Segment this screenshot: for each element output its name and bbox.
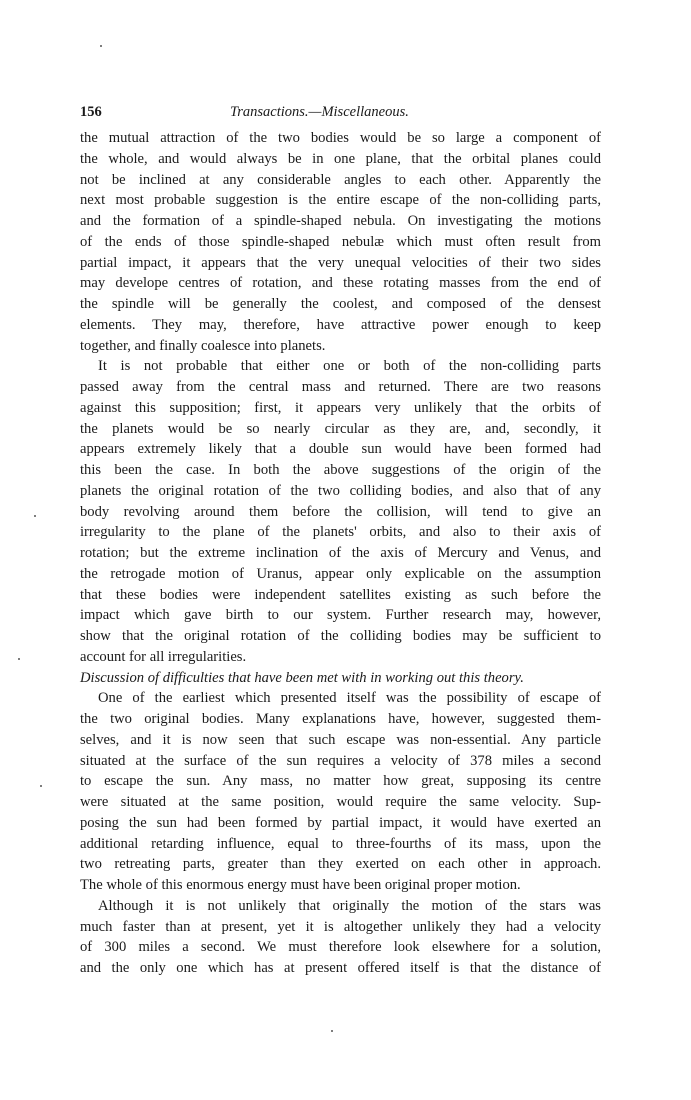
text-line: to escape the sun. Any mass, no matter how great, supposing its centre	[80, 773, 601, 790]
text-line: rotation; but the extreme inclination of the axis of Mercury and Venus, and	[80, 545, 601, 561]
text-line: the two original bodies. Many explanations have, however, suggested them-	[80, 711, 601, 727]
text-line: the retrogade motion of Uranus, appear only explicable on the assumption	[80, 565, 601, 582]
text-line: the spindle will be generally the coolest, and composed of the densest	[80, 296, 601, 312]
scan-speck	[34, 515, 36, 517]
text-line: One of the earliest which presented itself was the possibility of escape of	[98, 690, 601, 707]
text-line: of 300 miles a second. We must therefore look elsewhere for a solution,	[80, 939, 601, 956]
text-line: planets the original rotation of the two colliding bodies, and also that of any	[80, 482, 601, 499]
text-line: situated at the surface of the sun requires a velocity of 378 miles a second	[80, 752, 601, 769]
text-line: additional retarding influence, equal to three-fourths of its mass, upon the	[80, 835, 601, 852]
text-line: and the only one which has at present offered itself is that the distance of	[80, 960, 601, 976]
text-line: the mutual attraction of the two bodies would be so large a component of	[80, 130, 601, 146]
body-text	[80, 128, 601, 979]
text-line: show that the original rotation of the colliding bodies may be sufficient to	[80, 628, 601, 644]
text-line: Although it is not unlikely that originally the motion of the stars was	[98, 897, 601, 914]
text-line: that these bodies were independent satellites existing as such before the	[80, 586, 601, 603]
text-line: account for all irregularities.	[80, 648, 247, 665]
text-line: body revolving around them before the collision, will tend to give an	[80, 503, 601, 520]
section-heading-line: Discussion of difficulties that have been met with in working out this theory.	[80, 669, 524, 686]
text-line: partial impact, it appears that the very unequal velocities of their two sides	[80, 254, 601, 271]
text-line: not be inclined at any considerable angles to each other. Apparently the	[80, 171, 601, 188]
text-line: selves, and it is now seen that such escape was non-essential. Any particle	[80, 731, 601, 748]
text-line: the planets would be so nearly circular as they are, and, secondly, it	[80, 420, 601, 437]
scan-speck	[100, 45, 102, 47]
scan-speck	[18, 658, 20, 660]
text-line: irregularity to the plane of the planets' orbits, and also to their axis of	[80, 524, 601, 541]
text-line: of the ends of those spindle-shaped nebulæ which must often result from	[80, 233, 601, 250]
text-line: and the formation of a spindle-shaped nebula. On investigating the motions	[80, 213, 601, 229]
text-line: passed away from the central mass and returned. There are two reasons	[80, 379, 601, 395]
running-title: Transactions.—Miscellaneous.	[230, 104, 409, 120]
text-line: much faster than at present, yet it is altogether unlikely they had a velocity	[80, 918, 601, 935]
text-line: posing the sun had been formed by partial impact, it would have exerted an	[80, 814, 601, 831]
page-header	[80, 104, 600, 124]
text-line: impact which gave birth to our system. Further research may, however,	[80, 607, 601, 624]
text-line: may develope centres of rotation, and these rotating masses from the end of	[80, 275, 601, 292]
text-line: It is not probable that either one or both of the non-colliding parts	[98, 358, 601, 375]
scan-speck	[40, 785, 42, 787]
text-line: the whole, and would always be in one plane, that the orbital planes could	[80, 150, 601, 167]
text-line: together, and finally coalesce into planets.	[80, 337, 326, 354]
text-line: two retreating parts, greater than they exerted on each other in approach.	[80, 856, 601, 873]
page-number: 156	[80, 104, 102, 120]
text-line: The whole of this enormous energy must have been original proper motion.	[80, 877, 521, 893]
text-line: were situated at the same position, would require the same velocity. Sup-	[80, 794, 601, 810]
text-line: appears extremely likely that a double sun would have been formed had	[80, 441, 601, 458]
text-line: against this supposition; first, it appears very unlikely that the orbits of	[80, 399, 601, 416]
text-line: next most probable suggestion is the entire escape of the non-colliding parts,	[80, 192, 601, 209]
text-line: elements. They may, therefore, have attractive power enough to keep	[80, 316, 601, 333]
text-line: this been the case. In both the above suggestions of the origin of the	[80, 462, 601, 478]
scan-speck	[331, 1030, 333, 1032]
